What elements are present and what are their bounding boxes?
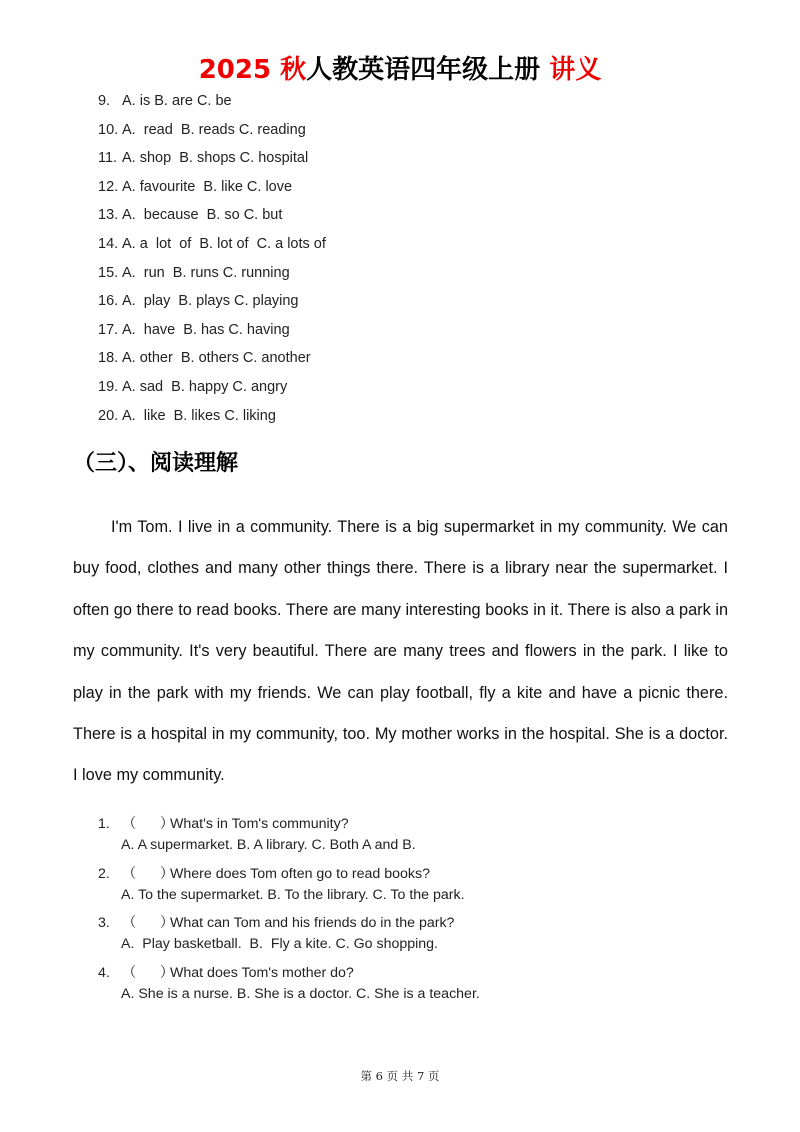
question-options: A. A supermarket. B. A library. C. Both A and B. — [121, 837, 416, 853]
option-number: 20. — [98, 407, 119, 424]
option-row — [98, 376, 326, 405]
page-header — [0, 52, 800, 88]
section-title: （三）、阅读理解 — [73, 451, 239, 476]
option-row — [98, 290, 326, 319]
option-number: 13. — [98, 207, 119, 224]
option-text: A. play B. plays C. playing — [122, 293, 299, 310]
answer-blank[interactable]: （ ） — [122, 964, 175, 981]
passage-text: I'm Tom. I live in a community. There is a big supermarket in my community. We can buy food, clothes and many other things there. There is a library near the supermarket. I often go there to read books. There are many interesting books in it. There is also a park in my community. It's very beautiful. There are many trees and flowers in the park. I like to play in the park with my friends. We can play football, fly a kite and have a picnic there. There is a hospital in my community, too. My mother works in the hospital. She is a doctor. I love my community. — [73, 518, 728, 785]
option-number: 19. — [98, 378, 119, 395]
question-item — [98, 863, 698, 913]
comprehension-questions — [98, 813, 698, 1011]
option-number: 18. — [98, 350, 119, 367]
option-number: 11. — [98, 150, 118, 167]
option-row — [98, 176, 326, 205]
answer-blank[interactable]: （ ） — [122, 915, 175, 931]
question-text: What can Tom and his friends do in the park? — [170, 915, 455, 931]
answer-blank[interactable]: （ ） — [122, 816, 175, 832]
question-number: 3. — [98, 915, 110, 931]
question-options: A. To the supermarket. B. To the library. C. To the park. — [121, 886, 465, 903]
option-text: A. favourite B. like C. love — [122, 178, 293, 195]
option-text: A. because B. so C. but — [122, 207, 283, 224]
option-row — [98, 319, 326, 348]
option-number: 17. — [98, 321, 119, 338]
option-number: 16. — [98, 293, 119, 310]
option-text: A. run B. runs C. running — [122, 264, 290, 281]
option-row — [98, 204, 326, 233]
question-text: Where does Tom often go to read books? — [170, 865, 431, 882]
option-text: A. have B. has C. having — [122, 321, 290, 338]
option-row — [98, 347, 326, 376]
option-row — [98, 262, 326, 291]
question-number: 4. — [98, 964, 110, 981]
question-number: 2. — [98, 865, 110, 882]
option-text: A. a lot of B. lot of C. a lots of — [122, 235, 326, 252]
option-number: 15. — [98, 264, 119, 281]
option-number: 10. — [98, 121, 119, 138]
option-row — [98, 90, 326, 119]
option-number: 12. — [98, 178, 119, 195]
reading-passage — [73, 507, 728, 797]
option-number: 9. — [98, 93, 111, 109]
header-year: 2025 — [198, 55, 272, 85]
option-row — [98, 233, 326, 262]
option-row — [98, 147, 326, 176]
question-number: 1. — [98, 816, 110, 832]
option-text: A. sad B. happy C. angry — [122, 378, 288, 395]
option-text: A. shop B. shops C. hospital — [122, 150, 309, 167]
option-row — [98, 405, 326, 434]
question-options: A. She is a nurse. B. She is a doctor. C. She is a teacher. — [121, 985, 480, 1002]
header-label: 讲义 — [549, 55, 602, 85]
question-text: What's in Tom's community? — [170, 816, 349, 832]
option-number: 14. — [98, 235, 119, 252]
cloze-options-list — [98, 90, 326, 433]
header-season: 秋 — [280, 55, 307, 85]
header-title: 人教英语四年级上册 — [306, 55, 541, 85]
question-text: What does Tom's mother do? — [170, 964, 354, 981]
option-text: A. other B. others C. another — [122, 350, 311, 367]
question-options: A. Play basketball. B. Fly a kite. C. Go shopping. — [121, 936, 439, 952]
page-footer: 第 6 页 共 7 页 — [360, 1069, 440, 1083]
option-text: A. like B. likes C. liking — [122, 407, 276, 424]
question-item — [98, 962, 698, 1012]
question-item — [98, 813, 698, 863]
option-text: A. is B. are C. be — [122, 93, 232, 109]
question-item — [98, 912, 698, 962]
option-text: A. read B. reads C. reading — [122, 121, 306, 138]
answer-blank[interactable]: （ ） — [122, 865, 175, 882]
option-row — [98, 119, 326, 148]
